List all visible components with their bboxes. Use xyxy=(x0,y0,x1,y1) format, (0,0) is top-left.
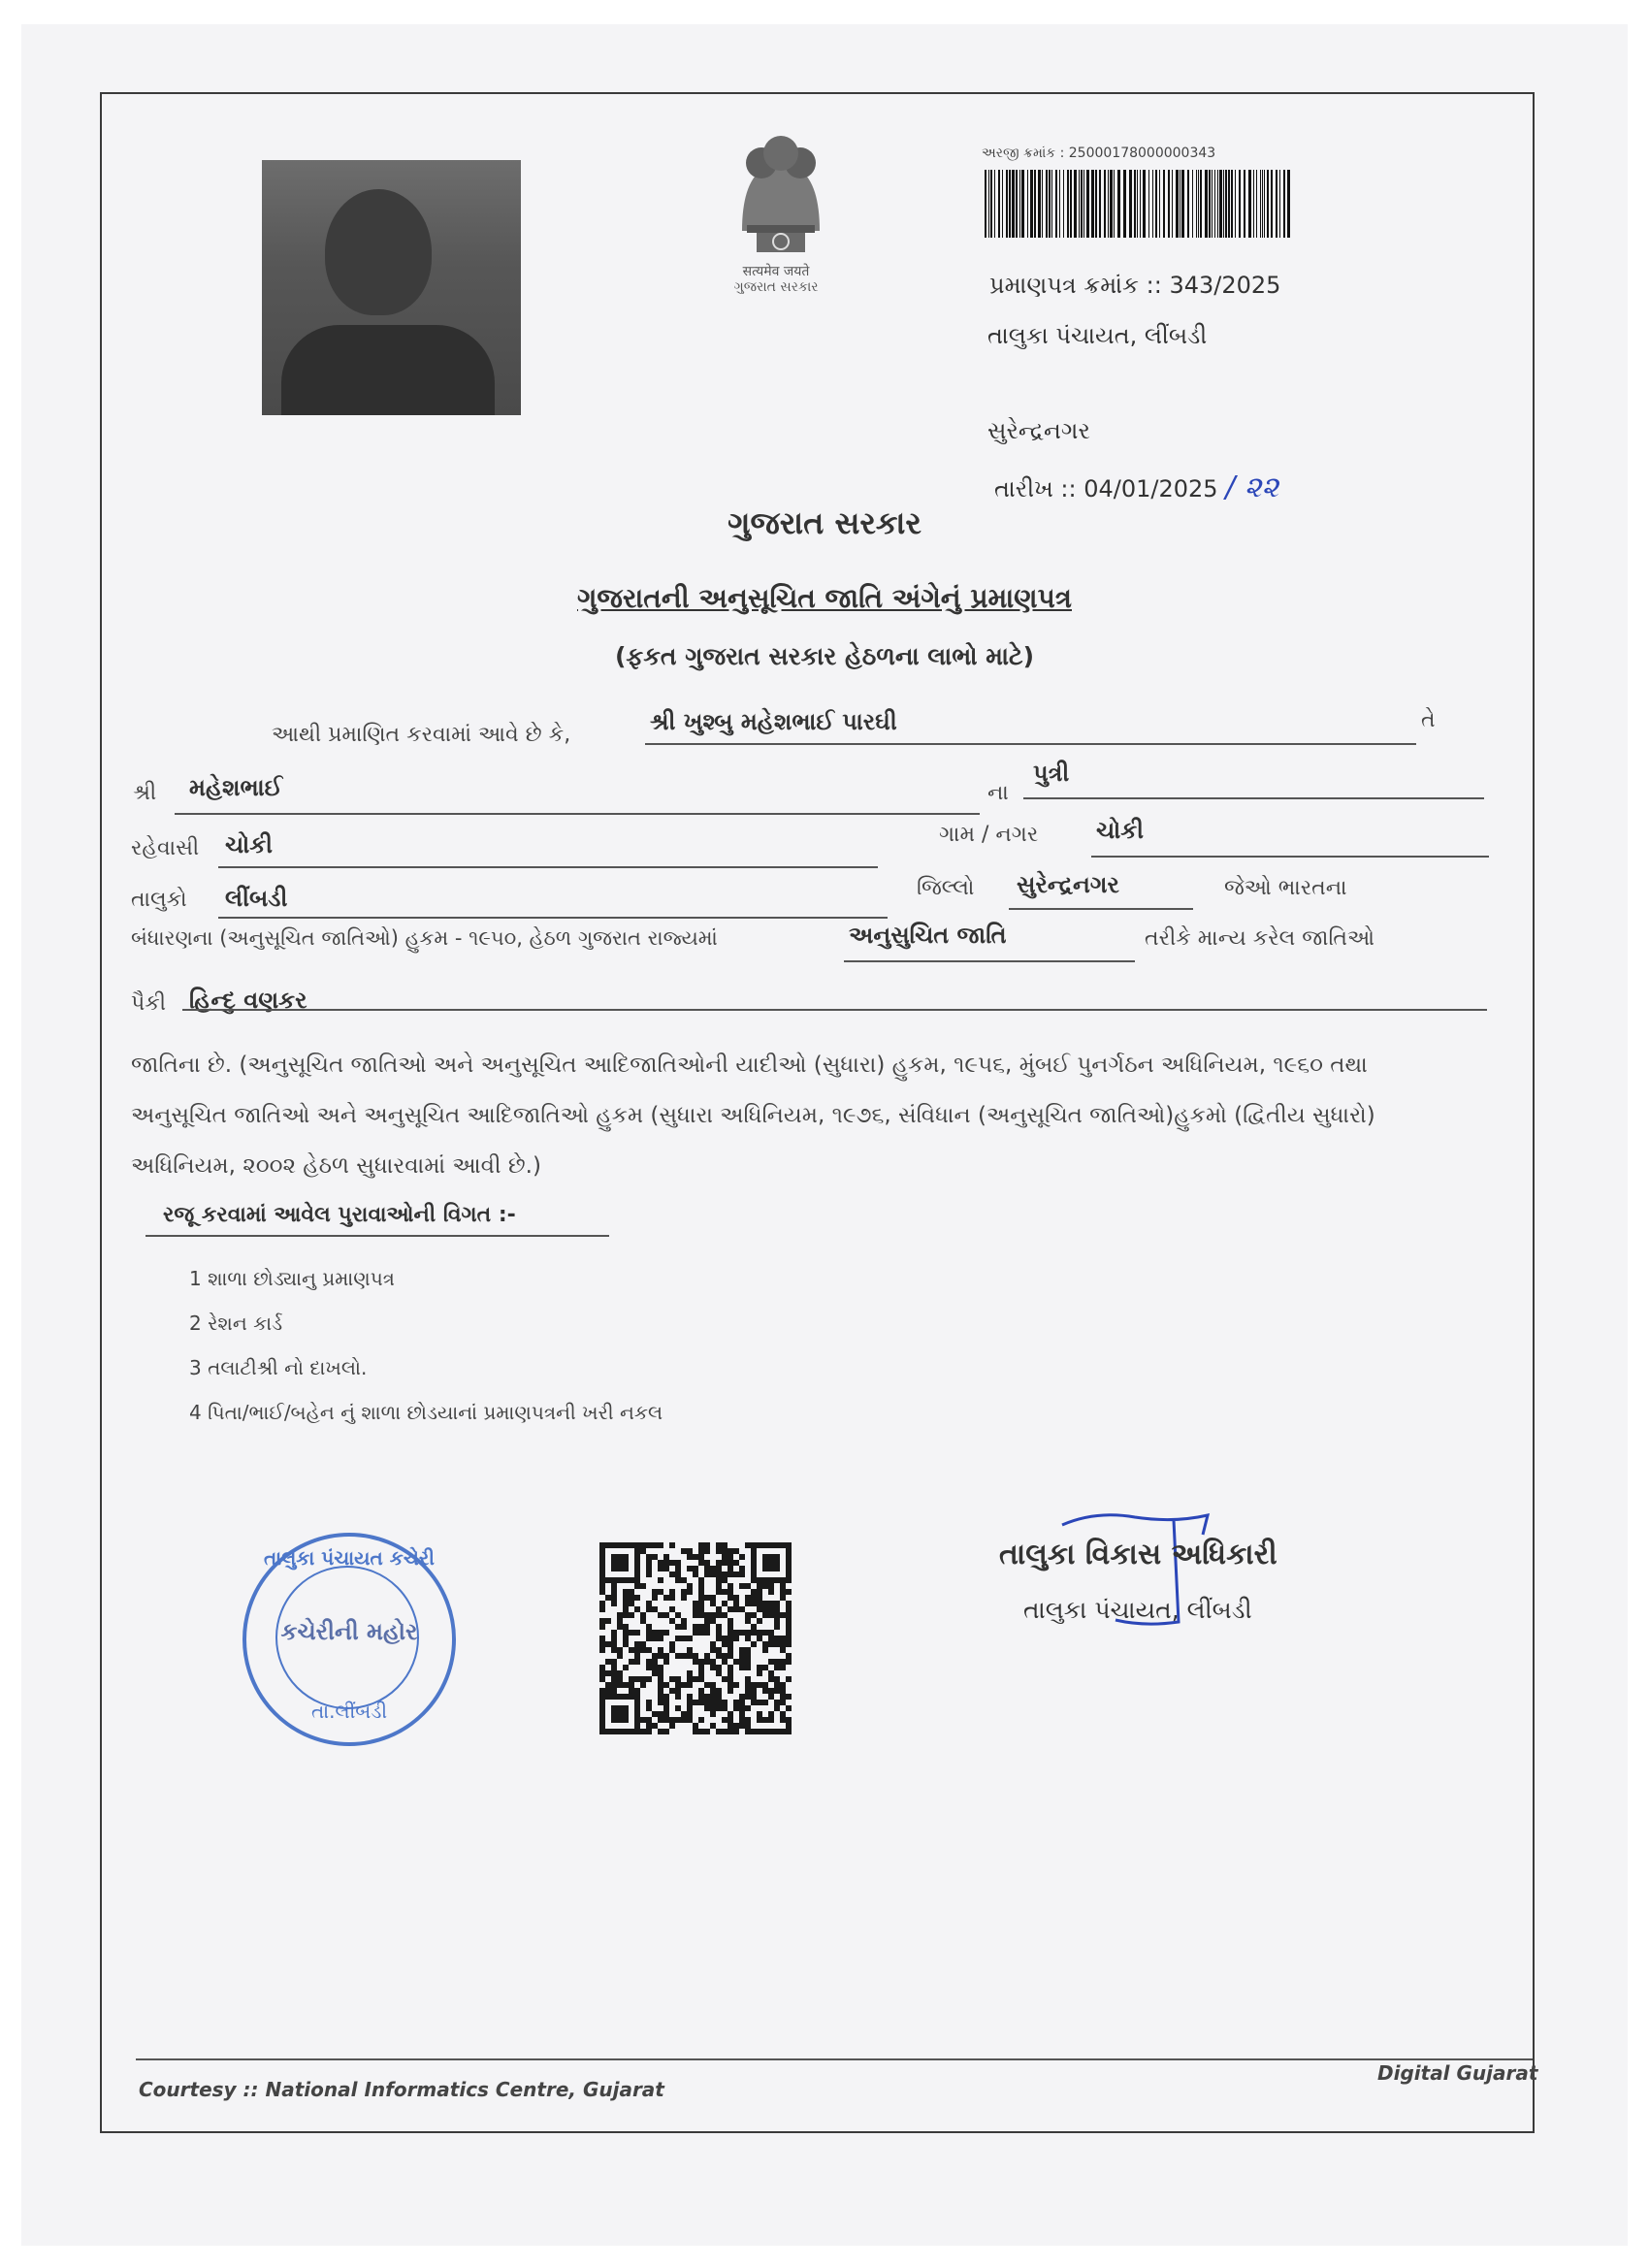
caste-line xyxy=(182,1009,1487,1011)
emblem-motto: सत्यमेव जयते xyxy=(742,264,810,279)
government-title: ગુજરાત સરકાર xyxy=(728,504,922,541)
holder-photo xyxy=(262,160,521,415)
legal-paragraph-line-3: અધિનિયમ, ૨૦૦૨ હેઠળ સુધારવામાં આવી છે.) xyxy=(131,1153,541,1179)
signatory-title: તાલુકા વિકાસ અધિકારી xyxy=(999,1538,1277,1571)
application-number-value: 25000178000000343 xyxy=(1068,146,1216,161)
father-name-line xyxy=(175,813,980,815)
evidence-heading-line xyxy=(146,1235,609,1237)
certificate-number-label: પ્રમાણપત્ર ક્રમાંક :: xyxy=(989,272,1162,299)
holder-name-line xyxy=(645,743,1416,745)
taluka-label: તાલુકો xyxy=(131,888,187,912)
certificate-number-value: 343/2025 xyxy=(1169,272,1281,299)
evidence-item: 1 શાળા છોડ્યાનુ પ્રમાણપત્ર xyxy=(189,1267,395,1290)
national-emblem-icon xyxy=(713,116,849,262)
resident-label: રહેવાસી xyxy=(131,836,200,860)
holder-name: શ્રી ખુશ્બુ મહેશભાઈ પારઘી xyxy=(650,708,897,735)
seal-outer-text: તાલુકા પંચાયત કચેરી xyxy=(264,1546,435,1570)
emblem-caption xyxy=(679,264,873,295)
issue-date xyxy=(994,470,1278,504)
intro-label: આથી પ્રમાણિત કરવામાં આવે છે કે, xyxy=(272,723,571,747)
district-label: જિલ્લો xyxy=(917,876,975,900)
village-value: ચોકી xyxy=(1096,817,1145,844)
legal-paragraph-line-1: જાતિના છે. (અનુસૂચિત જાતિઓ અને અનુસૂચિત આદિજાતિઓની યાદીઓ (સુધારા) હુકમ, ૧૯૫૬, મુંબઈ પુનર્ગઠન અધિનિયમ, ૧૯૬૦ તથા xyxy=(131,1053,1368,1078)
signatory-office: તાલુકા પંચાયત, લીંબડી xyxy=(1023,1596,1252,1624)
evidence-list xyxy=(189,1256,663,1435)
issue-date-value: 04/01/2025 xyxy=(1083,475,1218,502)
seal-center-text: કચેરીની મહોર xyxy=(280,1618,418,1645)
relation-line xyxy=(1023,797,1484,799)
te-label: તે xyxy=(1421,708,1436,732)
resident-value: ચોકી xyxy=(225,831,274,859)
handwritten-note: / ૨૨ xyxy=(1225,470,1279,504)
evidence-item: 2 રેશન કાર્ડ xyxy=(189,1312,283,1335)
recognized-label: તરીકે માન્ય કરેલ જાતિઓ xyxy=(1145,926,1374,951)
evidence-heading: રજૂ કરવામાં આવેલ પુરાવાઓની વિગત :- xyxy=(163,1203,516,1227)
evidence-item: 3 તલાટીશ્રી નો દાખલો. xyxy=(189,1356,368,1379)
among-label: પૈકી xyxy=(131,991,167,1016)
emblem-government: ગુજરાત સરકાર xyxy=(733,279,819,295)
father-name: મહેશભાઈ xyxy=(189,774,283,801)
seal-bottom-text: તા.લીંબડી xyxy=(310,1700,388,1723)
office-name: તાલુકા પંચાયત, લીંબડી xyxy=(987,322,1208,349)
issue-date-label: તારીખ :: xyxy=(994,475,1077,502)
na-label: ના xyxy=(987,781,1009,805)
application-number-label: અરજી ક્રમાંક : xyxy=(982,146,1065,161)
category-value: અનુસુચિત જાતિ xyxy=(849,922,1007,949)
shri-label: શ્રી xyxy=(133,781,157,805)
caste-value: હિન્દુ વણકર xyxy=(189,987,307,1014)
relation-value: પુત્રી xyxy=(1033,760,1070,787)
district-name: સુરેન્દ્રનગર xyxy=(987,417,1090,444)
certificate-number xyxy=(989,272,1280,299)
evidence-item: 4 પિતા/ભાઈ/બહેન નું શાળા છોડયાનાં પ્રમાણપત્રની ખરી નકલ xyxy=(189,1401,663,1424)
district-line xyxy=(1009,908,1193,910)
certificate-title: ગુજરાતની અનુસૂચિત જાતિ અંગેનું પ્રમાણપત્ર xyxy=(576,582,1072,614)
application-number xyxy=(982,146,1215,161)
qr-code xyxy=(599,1542,792,1734)
barcode xyxy=(985,170,1295,238)
taluka-value: લીંબડી xyxy=(225,885,288,912)
bharat-label: જેઓ ભારતના xyxy=(1224,876,1347,900)
legal-paragraph-line-2: અનુસૂચિત જાતિઓ અને અનુસૂચિત આદિજાતિઓ હુકમ (સુધારા અધિનિયમ, ૧૯૭૬, સંવિધાન (અનુસૂચિત જાતિઓ)હુકમો (દ્વિતીય સુધારો) xyxy=(131,1103,1375,1128)
footer-courtesy: Courtesy :: National Informatics Centre, Gujarat xyxy=(139,2078,664,2101)
category-line xyxy=(844,960,1135,962)
certificate-subtitle: (ફકત ગુજરાત સરકાર હેઠળના લાભો માટે) xyxy=(614,642,1035,670)
village-label: ગામ / નગર xyxy=(939,823,1039,847)
order-text: બંધારણના (અનુસૂચિત જાતિઓ) હુકમ - ૧૯૫૦, હેઠળ ગુજરાત રાજ્યમાં xyxy=(131,926,718,950)
footer-brand: Digital Gujarat xyxy=(1377,2061,1538,2085)
office-seal xyxy=(242,1533,456,1746)
resident-line xyxy=(218,866,878,868)
taluka-line xyxy=(218,917,888,919)
legal-paragraph xyxy=(131,1040,1489,1191)
district-value: સુરેન્દ્રનગર xyxy=(1017,871,1119,898)
footer-divider xyxy=(136,2058,1533,2060)
village-line xyxy=(1091,856,1489,858)
